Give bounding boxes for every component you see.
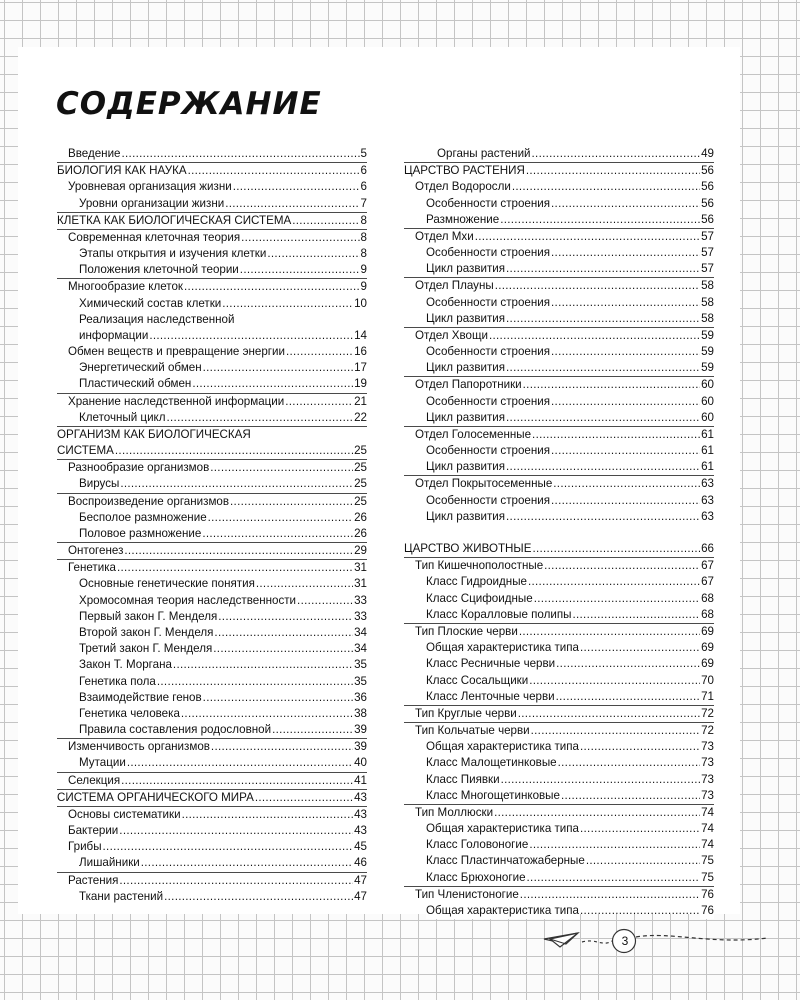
toc-entry-title: Бесполое размножение ..... (79, 510, 208, 526)
toc-entry-title: Основы систематики ..... (68, 807, 182, 823)
toc-entry-page: 35 (353, 674, 367, 690)
toc-entry (404, 623, 714, 640)
toc-entry-page: 8 (360, 213, 367, 229)
toc-entry (57, 179, 367, 195)
toc-entry (57, 426, 367, 443)
toc-entry-page: 66 (700, 541, 714, 557)
toc-entry-title: Особенности строения ..... (426, 196, 551, 212)
toc-entry-page: 73 (700, 772, 714, 788)
toc-entry (57, 772, 367, 789)
toc-entry-page: 74 (700, 805, 714, 821)
toc-entry-page: 72 (700, 723, 714, 739)
toc-entry-page: 56 (700, 196, 714, 212)
toc-entry-page: 49 (700, 146, 714, 162)
toc-entry (57, 328, 367, 344)
toc-entry-title: Органы растений ..... (437, 146, 532, 162)
toc-entry-title: КЛЕТКА КАК БИОЛОГИЧЕСКАЯ СИСТЕМА ..... (57, 213, 292, 229)
toc-entry-title: Реализация наследственной (79, 312, 235, 328)
toc-entry (57, 296, 367, 312)
toc-entry-page: 73 (700, 755, 714, 771)
toc-entry (404, 886, 714, 903)
toc-entry (57, 823, 367, 839)
toc-entry-title: Лишайники ..... (79, 855, 141, 871)
toc-entry-title: Класс Сцифоидные ..... (426, 591, 534, 607)
toc-entry (404, 821, 714, 837)
toc-entry-title: Класс Гидроидные ..... (426, 574, 528, 590)
toc-entry (57, 493, 367, 510)
toc-entry-page: 5 (360, 146, 367, 162)
toc-entry (404, 541, 714, 557)
toc-entry-page: 58 (700, 278, 714, 294)
toc-entry (404, 245, 714, 261)
toc-entry-page: 6 (360, 163, 367, 179)
toc-entry-title: Тип Кольчатые черви ..... (415, 723, 531, 739)
toc-entry (404, 443, 714, 459)
toc-entry (57, 609, 367, 625)
toc-entry (57, 476, 367, 492)
toc-entry-title: Химический состав клетки ..... (79, 296, 222, 312)
toc-entry-title: Тип Кишечнополостные ..... (415, 558, 544, 574)
toc-entry-title: Генетика пола ..... (79, 674, 157, 690)
toc-entry-page: 57 (700, 261, 714, 277)
toc-entry-title: Класс Многощетинковые ..... (426, 788, 561, 804)
toc-entry-page: 59 (700, 344, 714, 360)
toc-entry-title: Класс Ресничные черви ..... (426, 656, 556, 672)
toc-entry-page: 56 (700, 163, 714, 179)
toc-entry-title: Класс Сосальщики ..... (426, 673, 529, 689)
toc-entry-page: 45 (353, 839, 367, 855)
toc-entry-title: Класс Ленточные черви ..... (426, 689, 556, 705)
toc-entry-title: Уровневая организация жизни ..... (68, 179, 233, 195)
toc-entry-title: Изменчивость организмов ..... (68, 739, 211, 755)
toc-entry (404, 804, 714, 821)
toc-entry (57, 806, 367, 823)
toc-entry-title: ЦАРСТВО ЖИВОТНЫЕ ..... (404, 541, 532, 557)
toc-entry (404, 772, 714, 788)
toc-entry-page: 38 (353, 706, 367, 722)
toc-entry-title: Отдел Плауны ..... (415, 278, 495, 294)
toc-entry-title: Уровни организации жизни ..... (79, 196, 225, 212)
toc-entry-page: 70 (700, 673, 714, 689)
toc-entry-title: Отдел Водоросли ..... (415, 179, 512, 195)
toc-entry (404, 344, 714, 360)
toc-entry (404, 196, 714, 212)
toc-entry-page: 41 (353, 773, 367, 789)
toc-entry-page: 68 (700, 607, 714, 623)
toc-entry-page: 9 (360, 279, 367, 295)
toc-entry (404, 459, 714, 475)
toc-entry-page: 60 (700, 410, 714, 426)
toc-entry-title: Тип Моллюски ..... (415, 805, 494, 821)
toc-entry (404, 574, 714, 590)
toc-entry-page: 68 (700, 591, 714, 607)
toc-entry-page: 59 (700, 360, 714, 376)
toc-entry-page: 25 (353, 460, 367, 476)
toc-entry (404, 722, 714, 739)
toc-entry (404, 591, 714, 607)
toc-entry-title: Цикл развития ..... (426, 360, 506, 376)
toc-entry (404, 493, 714, 509)
toc-entry-page: 47 (353, 873, 367, 889)
toc-entry-title: Вирусы ..... (79, 476, 120, 492)
toc-entry-title: Класс Головоногие ..... (426, 837, 529, 853)
toc-entry-title: Общая характеристика типа ..... (426, 821, 580, 837)
toc-entry-title: Цикл развития ..... (426, 459, 506, 475)
toc-entry-title: Онтогенез ..... (68, 543, 124, 559)
toc-entry-title: Отдел Папоротники ..... (415, 377, 523, 393)
toc-entry-title: Отдел Голосеменные ..... (415, 427, 532, 443)
toc-entry (404, 689, 714, 705)
toc-entry (57, 212, 367, 229)
toc-entry (404, 228, 714, 245)
toc-entry (57, 344, 367, 360)
toc-entry (404, 475, 714, 492)
toc-entry (404, 376, 714, 393)
toc-entry-title: Хранение наследственной информации ..... (68, 394, 285, 410)
toc-entry-title: Особенности строения ..... (426, 443, 551, 459)
toc-entry-title: Энергетический обмен ..... (79, 360, 203, 376)
toc-entry-page: 16 (353, 344, 367, 360)
toc-entry (404, 607, 714, 623)
toc-entry (57, 593, 367, 609)
toc-entry-page: 57 (700, 245, 714, 261)
toc-entry-page: 74 (700, 837, 714, 853)
toc-entry-page: 58 (700, 295, 714, 311)
toc-entry-title: Класс Брюхоногие ..... (426, 870, 527, 886)
toc-entry (57, 559, 367, 576)
toc-entry (57, 657, 367, 673)
toc-spacer (404, 525, 714, 541)
toc-entry-title: Цикл развития ..... (426, 311, 506, 327)
toc-entry-page: 31 (353, 560, 367, 576)
toc-entry-title: Класс Пиявки ..... (426, 772, 501, 788)
toc-entry-title: Хромосомная теория наследственности ..... (79, 593, 297, 609)
toc-entry (57, 872, 367, 889)
toc-entry-title: СИСТЕМА ..... (57, 443, 115, 459)
toc-entry-title: Цикл развития ..... (426, 509, 506, 525)
toc-entry-title: Отдел Покрытосеменные ..... (415, 476, 553, 492)
toc-entry-page: 59 (700, 328, 714, 344)
toc-entry (404, 640, 714, 656)
toc-entry-page: 47 (353, 889, 367, 905)
toc-entry-page: 34 (353, 625, 367, 641)
toc-entry-page: 75 (700, 853, 714, 869)
toc-entry-page: 25 (353, 494, 367, 510)
toc-entry (57, 625, 367, 641)
toc-entry-title: Половое размножение ..... (79, 526, 202, 542)
toc-entry (404, 837, 714, 853)
toc-entry-title: Генетика ..... (68, 560, 117, 576)
toc-entry (57, 510, 367, 526)
toc-entry-title: Особенности строения ..... (426, 394, 551, 410)
toc-entry (404, 360, 714, 376)
toc-entry (57, 722, 367, 738)
toc-entry-page: 29 (353, 543, 367, 559)
toc-entry-title: Разнообразие организмов ..... (68, 460, 210, 476)
toc-entry-title: информации ..... (79, 328, 149, 344)
toc-entry-title: Тип Плоские черви ..... (415, 624, 519, 640)
toc-entry-title: Закон Т. Моргана ..... (79, 657, 173, 673)
toc-entry-title: Третий закон Г. Менделя ..... (79, 641, 213, 657)
toc-entry-page: 63 (700, 476, 714, 492)
toc-entry-title: Особенности строения ..... (426, 295, 551, 311)
toc-entry-title: Этапы открытия и изучения клетки ..... (79, 246, 267, 262)
toc-entry-page: 36 (353, 690, 367, 706)
toc-entry (404, 277, 714, 294)
toc-entry-page: 43 (353, 807, 367, 823)
toc-entry-title: Селекция ..... (68, 773, 121, 789)
toc-entry (57, 738, 367, 755)
toc-entry-title: Цикл развития ..... (426, 410, 506, 426)
toc-entry (57, 459, 367, 476)
toc-entry (57, 674, 367, 690)
toc-entry-page: 6 (360, 179, 367, 195)
toc-entry (57, 443, 367, 459)
toc-entry-page: 9 (360, 262, 367, 278)
toc-entry-page: 73 (700, 788, 714, 804)
toc-entry-title: Класс Малощетинковые ..... (426, 755, 558, 771)
toc-entry-page: 7 (360, 196, 367, 212)
toc-entry-page: 69 (700, 656, 714, 672)
toc-entry-page: 56 (700, 179, 714, 195)
toc-entry-title: Особенности строения ..... (426, 344, 551, 360)
toc-entry-page: 75 (700, 870, 714, 886)
toc-entry (57, 526, 367, 542)
toc-entry (57, 229, 367, 246)
toc-column-right (404, 146, 714, 919)
toc-entry (57, 246, 367, 262)
toc-entry-title: Генетика человека ..... (79, 706, 181, 722)
toc-entry-title: БИОЛОГИЯ КАК НАУКА ..... (57, 163, 188, 179)
toc-entry-page: 63 (700, 509, 714, 525)
toc-entry-page: 8 (360, 230, 367, 246)
toc-entry-title: Тип Членистоногие ..... (415, 887, 520, 903)
toc-entry-title: Особенности строения ..... (426, 245, 551, 261)
toc-entry-page: 43 (353, 823, 367, 839)
toc-entry (57, 839, 367, 855)
toc-entry-page: 10 (353, 296, 367, 312)
toc-entry (57, 262, 367, 278)
toc-entry-title: Класс Пластинчатожаберные ..... (426, 853, 586, 869)
paper-plane-icon (540, 928, 770, 960)
toc-entry (57, 146, 367, 162)
toc-entry-title: Грибы ..... (68, 839, 103, 855)
toc-entry (404, 853, 714, 869)
toc-entry-title: Первый закон Г. Менделя ..... (79, 609, 218, 625)
toc-entry (404, 509, 714, 525)
toc-entry (404, 146, 714, 162)
toc-entry-title: ЦАРСТВО РАСТЕНИЯ ..... (404, 163, 526, 179)
toc-entry-title: Положения клеточной теории ..... (79, 262, 240, 278)
toc-entry-title: Многообразие клеток ..... (68, 279, 184, 295)
toc-entry-title: Пластический обмен ..... (79, 376, 192, 392)
toc-entry (57, 410, 367, 426)
toc-entry (57, 690, 367, 706)
toc-entry (57, 360, 367, 376)
toc-entry-title: Растения ..... (68, 873, 119, 889)
toc-entry (404, 410, 714, 426)
toc-entry-page: 71 (700, 689, 714, 705)
toc-entry-page: 74 (700, 821, 714, 837)
toc-entry (57, 789, 367, 806)
toc-entry-page: 56 (700, 212, 714, 228)
toc-column-left (57, 146, 367, 905)
toc-entry-title: Современная клеточная теория ..... (68, 230, 241, 246)
toc-entry-page: 60 (700, 394, 714, 410)
toc-entry (404, 179, 714, 195)
toc-entry-title: Общая характеристика типа ..... (426, 739, 580, 755)
toc-entry-title: СИСТЕМА ОРГАНИЧЕСКОГО МИРА ..... (57, 790, 255, 806)
toc-entry-page: 21 (353, 394, 367, 410)
toc-entry-page: 35 (353, 657, 367, 673)
toc-entry-page: 17 (353, 360, 367, 376)
toc-entry-page: 67 (700, 574, 714, 590)
toc-entry (404, 212, 714, 228)
toc-entry (404, 903, 714, 919)
toc-entry-title: Мутации ..... (79, 755, 127, 771)
toc-entry (57, 393, 367, 410)
page-title: СОДЕРЖАНИЕ (56, 86, 322, 122)
toc-entry-page: 8 (360, 246, 367, 262)
page-number: 3 (621, 934, 629, 948)
toc-entry-page: 39 (353, 739, 367, 755)
toc-entry (404, 739, 714, 755)
toc-entry-page: 25 (353, 443, 367, 459)
toc-entry (57, 855, 367, 871)
toc-entry-page: 63 (700, 493, 714, 509)
toc-entry (404, 673, 714, 689)
toc-entry-title: Взаимодействие генов ..... (79, 690, 203, 706)
toc-entry (404, 295, 714, 311)
toc-entry (57, 542, 367, 559)
toc-entry-page: 69 (700, 640, 714, 656)
toc-entry (404, 327, 714, 344)
toc-entry-page: 26 (353, 510, 367, 526)
toc-entry-page: 33 (353, 609, 367, 625)
toc-entry-title: Правила составления родословной ..... (79, 722, 272, 738)
toc-entry (404, 557, 714, 574)
toc-entry (57, 196, 367, 212)
toc-entry-page: 40 (353, 755, 367, 771)
toc-entry (404, 261, 714, 277)
toc-entry-page: 72 (700, 706, 714, 722)
toc-entry (57, 889, 367, 905)
toc-entry-page: 61 (700, 459, 714, 475)
toc-entry-title: Основные генетические понятия ..... (79, 576, 256, 592)
toc-entry-page: 67 (700, 558, 714, 574)
toc-entry-title: Бактерии ..... (68, 823, 119, 839)
toc-entry-title: Особенности строения ..... (426, 493, 551, 509)
toc-entry-title: Общая характеристика типа ..... (426, 640, 580, 656)
toc-entry-title: Отдел Хвощи ..... (415, 328, 489, 344)
toc-entry (57, 641, 367, 657)
toc-entry-title: Клеточный цикл ..... (79, 410, 167, 426)
toc-entry (57, 755, 367, 771)
toc-entry-title: Введение ..... (68, 146, 122, 162)
toc-entry-page: 69 (700, 624, 714, 640)
toc-entry (57, 162, 367, 179)
toc-entry (57, 312, 367, 328)
toc-entry-page: 34 (353, 641, 367, 657)
toc-entry-page: 76 (700, 903, 714, 919)
toc-entry-title: Воспроизведение организмов ..... (68, 494, 230, 510)
toc-entry-page: 76 (700, 887, 714, 903)
toc-entry-page: 61 (700, 427, 714, 443)
toc-entry-title: Второй закон Г. Менделя ..... (79, 625, 214, 641)
toc-entry-page: 26 (353, 526, 367, 542)
toc-entry-page: 46 (353, 855, 367, 871)
toc-entry-page: 60 (700, 377, 714, 393)
toc-entry-title: Тип Круглые черви ..... (415, 706, 518, 722)
toc-entry-page: 43 (353, 790, 367, 806)
toc-entry-page: 19 (353, 376, 367, 392)
toc-entry (404, 705, 714, 722)
toc-entry-title: Цикл развития ..... (426, 261, 506, 277)
toc-entry-page: 57 (700, 229, 714, 245)
toc-entry-page: 31 (353, 576, 367, 592)
toc-entry-page: 25 (353, 476, 367, 492)
toc-entry-title: Общая характеристика типа ..... (426, 903, 580, 919)
toc-entry-page: 73 (700, 739, 714, 755)
toc-entry-page: 33 (353, 593, 367, 609)
toc-entry-title: Обмен веществ и превращение энергии ..... (68, 344, 286, 360)
toc-entry (404, 162, 714, 179)
toc-entry-title: Размножение ..... (426, 212, 500, 228)
toc-entry-page: 39 (353, 722, 367, 738)
toc-entry (404, 870, 714, 886)
toc-entry (57, 278, 367, 295)
toc-entry (57, 576, 367, 592)
toc-entry (404, 788, 714, 804)
toc-entry-title: Ткани растений ..... (79, 889, 164, 905)
toc-entry-page: 61 (700, 443, 714, 459)
toc-entry-page: 14 (353, 328, 367, 344)
toc-entry-title: ОРГАНИЗМ КАК БИОЛОГИЧЕСКАЯ (57, 427, 252, 443)
toc-entry-title: Класс Коралловые полипы ..... (426, 607, 572, 623)
toc-entry (404, 426, 714, 443)
toc-entry (57, 376, 367, 392)
toc-entry (404, 656, 714, 672)
toc-entry (404, 394, 714, 410)
toc-entry (404, 755, 714, 771)
toc-entry-page: 58 (700, 311, 714, 327)
toc-entry-page: 22 (353, 410, 367, 426)
toc-entry-title: Отдел Мхи ..... (415, 229, 475, 245)
toc-entry (57, 706, 367, 722)
toc-entry (404, 311, 714, 327)
